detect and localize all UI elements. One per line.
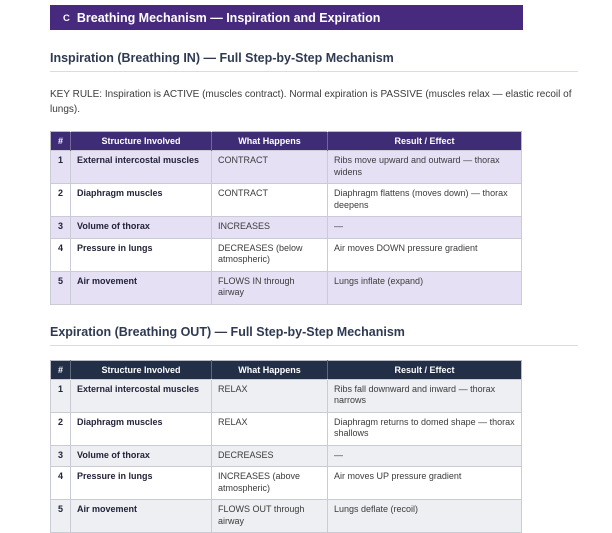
what-happens-cell: DECREASES <box>212 445 328 467</box>
column-header: What Happens <box>212 132 328 151</box>
row-number-cell: 3 <box>51 445 71 467</box>
result-cell: Ribs fall downward and inward — thorax narrows <box>328 379 522 412</box>
column-header: # <box>51 132 71 151</box>
banner-title: Breathing Mechanism — Inspiration and Expiration <box>77 11 381 25</box>
table-row <box>51 184 522 217</box>
what-happens-cell: FLOWS IN through airway <box>212 271 328 304</box>
row-number-cell: 2 <box>51 412 71 445</box>
column-header: Structure Involved <box>71 360 212 379</box>
section-banner <box>50 5 523 30</box>
inspiration-table <box>50 131 522 305</box>
column-header: What Happens <box>212 360 328 379</box>
result-cell: — <box>328 445 522 467</box>
structure-cell: Air movement <box>71 500 212 533</box>
column-header: Result / Effect <box>328 132 522 151</box>
structure-cell: Diaphragm muscles <box>71 412 212 445</box>
table-row <box>51 238 522 271</box>
structure-cell: Volume of thorax <box>71 445 212 467</box>
what-happens-cell: RELAX <box>212 379 328 412</box>
what-happens-cell: DECREASES (below atmospheric) <box>212 238 328 271</box>
structure-cell: Pressure in lungs <box>71 238 212 271</box>
row-number-cell: 5 <box>51 500 71 533</box>
structure-cell: Air movement <box>71 271 212 304</box>
row-number-cell: 4 <box>51 238 71 271</box>
what-happens-cell: RELAX <box>212 412 328 445</box>
expiration-table <box>50 360 522 533</box>
what-happens-cell: INCREASES (above atmospheric) <box>212 467 328 500</box>
result-cell: Diaphragm flattens (moves down) — thorax deepens <box>328 184 522 217</box>
row-number-cell: 2 <box>51 184 71 217</box>
table-row <box>51 379 522 412</box>
structure-cell: Pressure in lungs <box>71 467 212 500</box>
table-header-row <box>51 360 522 379</box>
table-row <box>51 467 522 500</box>
column-header: Result / Effect <box>328 360 522 379</box>
banner-prefix: C <box>63 13 70 24</box>
result-cell: — <box>328 217 522 239</box>
table-row <box>51 271 522 304</box>
table-header-row <box>51 132 522 151</box>
result-cell: Air moves UP pressure gradient <box>328 467 522 500</box>
result-cell: Ribs move upward and outward — thorax widens <box>328 151 522 184</box>
what-happens-cell: CONTRACT <box>212 184 328 217</box>
row-number-cell: 1 <box>51 151 71 184</box>
structure-cell: Diaphragm muscles <box>71 184 212 217</box>
what-happens-cell: INCREASES <box>212 217 328 239</box>
table-row <box>51 217 522 239</box>
inspiration-heading: Inspiration (Breathing IN) — Full Step-by-Step Mechanism <box>50 51 578 72</box>
what-happens-cell: CONTRACT <box>212 151 328 184</box>
structure-cell: External intercostal muscles <box>71 151 212 184</box>
what-happens-cell: FLOWS OUT through airway <box>212 500 328 533</box>
column-header: # <box>51 360 71 379</box>
row-number-cell: 4 <box>51 467 71 500</box>
row-number-cell: 5 <box>51 271 71 304</box>
result-cell: Lungs deflate (recoil) <box>328 500 522 533</box>
result-cell: Lungs inflate (expand) <box>328 271 522 304</box>
key-rule-text: KEY RULE: Inspiration is ACTIVE (muscles contract). Normal expiration is PASSIVE (muscles relax — elastic recoil of lungs). <box>50 87 578 117</box>
table-row <box>51 412 522 445</box>
row-number-cell: 1 <box>51 379 71 412</box>
row-number-cell: 3 <box>51 217 71 239</box>
table-row <box>51 500 522 533</box>
structure-cell: Volume of thorax <box>71 217 212 239</box>
expiration-heading: Expiration (Breathing OUT) — Full Step-by-Step Mechanism <box>50 325 578 346</box>
result-cell: Air moves DOWN pressure gradient <box>328 238 522 271</box>
structure-cell: External intercostal muscles <box>71 379 212 412</box>
table-row <box>51 445 522 467</box>
table-row <box>51 151 522 184</box>
result-cell: Diaphragm returns to domed shape — thorax shallows <box>328 412 522 445</box>
column-header: Structure Involved <box>71 132 212 151</box>
